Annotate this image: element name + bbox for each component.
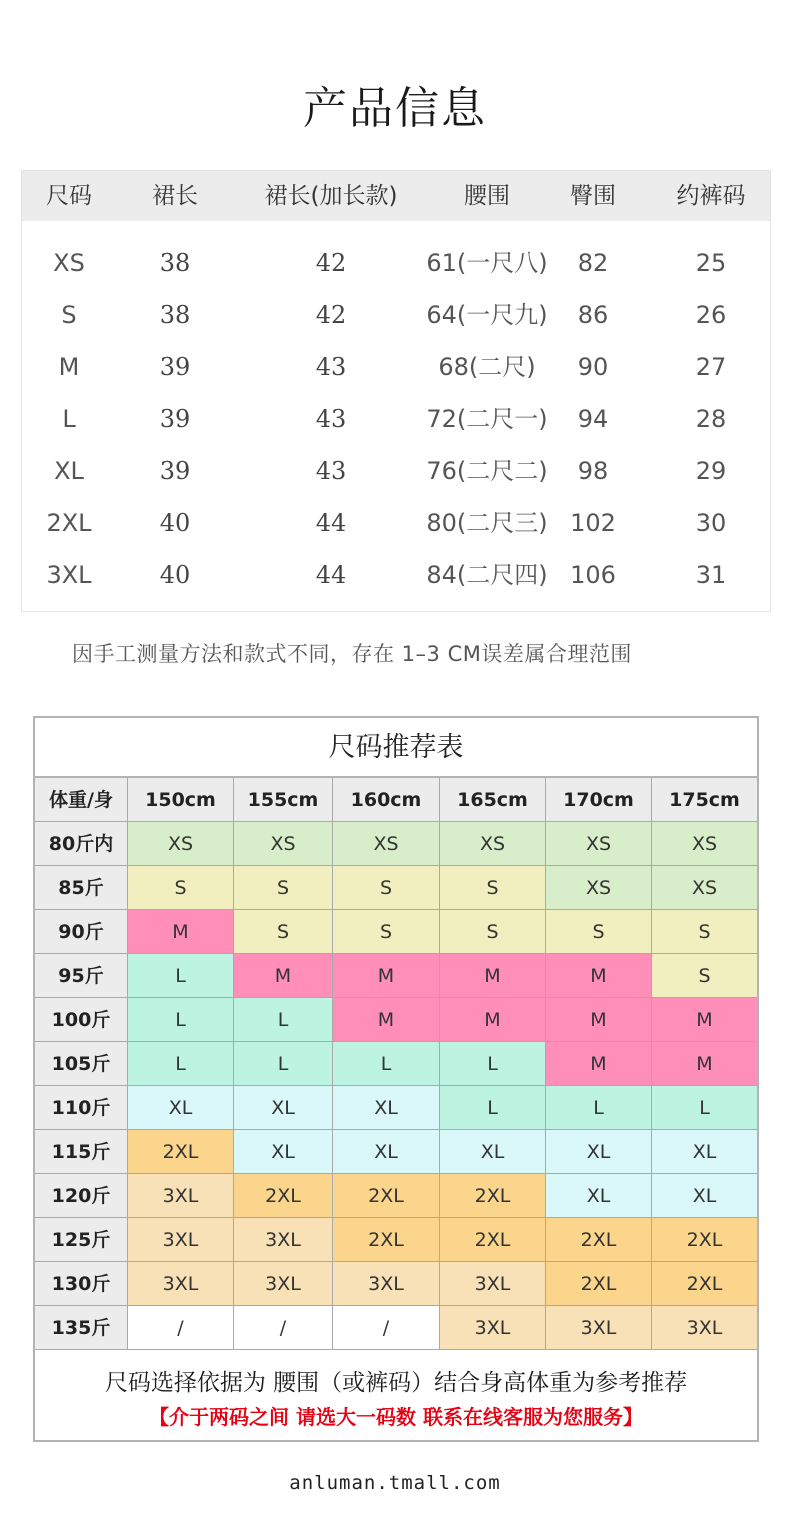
height-header: 160cm	[333, 778, 440, 822]
height-header: 170cm	[546, 778, 652, 822]
size-cell: XS	[440, 822, 546, 866]
size-cell: 2XL	[546, 1262, 652, 1306]
cell-pants-size: 25	[695, 249, 727, 277]
size-cell: S	[546, 910, 652, 954]
size-cell: M	[333, 954, 440, 998]
cell-pants-size: 28	[695, 405, 727, 433]
cell-pants-size: 29	[695, 457, 727, 485]
size-cell: XS	[234, 822, 333, 866]
product-info-row	[22, 497, 770, 549]
size-cell: S	[440, 910, 546, 954]
weight-header: 95斤	[35, 954, 128, 998]
size-cell: 3XL	[440, 1262, 546, 1306]
size-cell: XL	[333, 1086, 440, 1130]
cell-waist: 76(二尺二)	[426, 457, 548, 485]
size-cell: S	[652, 954, 757, 998]
weight-header: 90斤	[35, 910, 128, 954]
cell-skirt-length: 38	[159, 249, 191, 277]
cell-hip: 102	[570, 509, 616, 537]
size-cell: M	[546, 1042, 652, 1086]
cell-skirt-length-long: 43	[315, 405, 347, 433]
size-cell: 2XL	[546, 1218, 652, 1262]
weight-header: 130斤	[35, 1262, 128, 1306]
header-hip: 臀围	[570, 183, 616, 209]
cell-skirt-length: 38	[159, 301, 191, 329]
header-waist: 腰围	[464, 183, 510, 209]
size-cell: 2XL	[234, 1174, 333, 1218]
size-cell: S	[128, 866, 234, 910]
cell-size: S	[61, 301, 77, 329]
height-header: 175cm	[652, 778, 757, 822]
size-cell: 3XL	[128, 1262, 234, 1306]
size-cell: M	[440, 954, 546, 998]
cell-size: XL	[54, 457, 84, 485]
cell-size: 3XL	[46, 561, 92, 589]
size-cell: 2XL	[652, 1218, 757, 1262]
size-cell: 3XL	[234, 1218, 333, 1262]
size-cell: XL	[546, 1174, 652, 1218]
product-info-row	[22, 393, 770, 445]
size-cell: L	[234, 1042, 333, 1086]
cell-pants-size: 30	[695, 509, 727, 537]
size-cell: /	[333, 1306, 440, 1350]
size-cell: XL	[234, 1130, 333, 1174]
size-cell: L	[128, 954, 234, 998]
weight-header: 110斤	[35, 1086, 128, 1130]
size-cell: 3XL	[652, 1306, 757, 1350]
cell-size: XS	[53, 249, 85, 277]
header-skirt-length-long: 裙长(加长款)	[264, 183, 398, 209]
size-cell: L	[440, 1086, 546, 1130]
cell-skirt-length-long: 43	[315, 353, 347, 381]
size-cell: XL	[440, 1130, 546, 1174]
size-cell: M	[546, 998, 652, 1042]
cell-size: M	[58, 353, 80, 381]
cell-hip: 90	[577, 353, 609, 381]
weight-header: 120斤	[35, 1174, 128, 1218]
size-cell: XL	[128, 1086, 234, 1130]
cell-waist: 64(一尺九)	[426, 301, 548, 329]
recommend-service-text: 【介于两码之间 请选大一码数 联系在线客服为您服务】	[149, 1405, 643, 1429]
height-header: 165cm	[440, 778, 546, 822]
product-info-table	[21, 170, 771, 612]
size-cell: XS	[333, 822, 440, 866]
cell-size: L	[62, 405, 76, 433]
cell-skirt-length: 40	[159, 561, 191, 589]
cell-pants-size: 31	[695, 561, 727, 589]
cell-skirt-length: 39	[159, 353, 191, 381]
product-info-row	[22, 445, 770, 497]
weight-header: 100斤	[35, 998, 128, 1042]
cell-hip: 106	[570, 561, 616, 589]
size-cell: L	[440, 1042, 546, 1086]
size-recommend-table	[33, 716, 759, 1442]
cell-skirt-length-long: 42	[315, 301, 347, 329]
product-info-row	[22, 289, 770, 341]
cell-skirt-length: 39	[159, 457, 191, 485]
height-header: 155cm	[234, 778, 333, 822]
size-cell: 3XL	[440, 1306, 546, 1350]
size-cell: 2XL	[128, 1130, 234, 1174]
cell-skirt-length-long: 44	[315, 561, 347, 589]
header-size: 尺码	[46, 183, 92, 209]
cell-skirt-length: 39	[159, 405, 191, 433]
size-cell: S	[333, 910, 440, 954]
weight-header: 85斤	[35, 866, 128, 910]
cell-pants-size: 27	[695, 353, 727, 381]
size-cell: L	[546, 1086, 652, 1130]
size-cell: XL	[546, 1130, 652, 1174]
measurement-note: 因手工测量方法和款式不同，存在 1–3 CM误差属合理范围	[72, 642, 632, 666]
cell-waist: 84(二尺四)	[426, 561, 548, 589]
cell-waist: 61(一尺八)	[426, 249, 548, 277]
weight-header: 80斤内	[35, 822, 128, 866]
product-info-row	[22, 341, 770, 393]
recommend-basis-text: 尺码选择依据为 腰围（或裤码）结合身高体重为参考推荐	[104, 1370, 688, 1396]
page-title: 产品信息	[303, 83, 487, 134]
cell-waist: 80(二尺三)	[426, 509, 548, 537]
size-cell: M	[652, 998, 757, 1042]
size-cell: M	[652, 1042, 757, 1086]
height-header: 150cm	[128, 778, 234, 822]
size-cell: XS	[128, 822, 234, 866]
product-info-header	[22, 171, 770, 221]
size-cell: L	[333, 1042, 440, 1086]
cell-hip: 98	[577, 457, 609, 485]
size-cell: S	[234, 910, 333, 954]
size-cell: S	[333, 866, 440, 910]
size-cell: 2XL	[440, 1218, 546, 1262]
recommend-title: 尺码推荐表	[35, 718, 757, 778]
size-cell: 2XL	[652, 1262, 757, 1306]
size-cell: L	[128, 998, 234, 1042]
cell-hip: 82	[577, 249, 609, 277]
cell-waist: 72(二尺一)	[426, 405, 548, 433]
size-cell: XS	[546, 866, 652, 910]
size-cell: XL	[234, 1086, 333, 1130]
cell-hip: 86	[577, 301, 609, 329]
cell-waist: 68(二尺)	[438, 353, 536, 381]
size-cell: M	[128, 910, 234, 954]
size-cell: /	[128, 1306, 234, 1350]
weight-header: 125斤	[35, 1218, 128, 1262]
size-cell: 3XL	[546, 1306, 652, 1350]
size-cell: XS	[652, 822, 757, 866]
cell-size: 2XL	[46, 509, 92, 537]
size-cell: 2XL	[440, 1174, 546, 1218]
size-cell: 2XL	[333, 1218, 440, 1262]
store-url: anluman.tmall.com	[289, 1472, 501, 1494]
size-cell: 3XL	[128, 1174, 234, 1218]
weight-header: 115斤	[35, 1130, 128, 1174]
size-cell: 3XL	[333, 1262, 440, 1306]
product-info-row	[22, 237, 770, 289]
header-skirt-length: 裙长	[152, 183, 198, 209]
cell-skirt-length-long: 42	[315, 249, 347, 277]
size-cell: 2XL	[333, 1174, 440, 1218]
cell-skirt-length: 40	[159, 509, 191, 537]
size-cell: XS	[546, 822, 652, 866]
product-info-row	[22, 549, 770, 601]
cell-hip: 94	[577, 405, 609, 433]
header-pants-size: 约裤码	[676, 183, 746, 209]
size-cell: 3XL	[234, 1262, 333, 1306]
weight-header: 105斤	[35, 1042, 128, 1086]
size-cell: XL	[652, 1130, 757, 1174]
size-cell: XL	[333, 1130, 440, 1174]
size-cell: S	[234, 866, 333, 910]
corner-header: 体重/身	[35, 778, 128, 822]
size-cell: S	[652, 910, 757, 954]
cell-skirt-length-long: 43	[315, 457, 347, 485]
cell-skirt-length-long: 44	[315, 509, 347, 537]
size-cell: /	[234, 1306, 333, 1350]
size-cell: L	[234, 998, 333, 1042]
size-cell: XL	[652, 1174, 757, 1218]
size-cell: M	[333, 998, 440, 1042]
size-cell: S	[440, 866, 546, 910]
size-cell: L	[128, 1042, 234, 1086]
size-cell: L	[652, 1086, 757, 1130]
size-cell: XS	[652, 866, 757, 910]
size-cell: M	[546, 954, 652, 998]
size-cell: M	[234, 954, 333, 998]
cell-pants-size: 26	[695, 301, 727, 329]
weight-header: 135斤	[35, 1306, 128, 1350]
size-cell: 3XL	[128, 1218, 234, 1262]
size-cell: M	[440, 998, 546, 1042]
